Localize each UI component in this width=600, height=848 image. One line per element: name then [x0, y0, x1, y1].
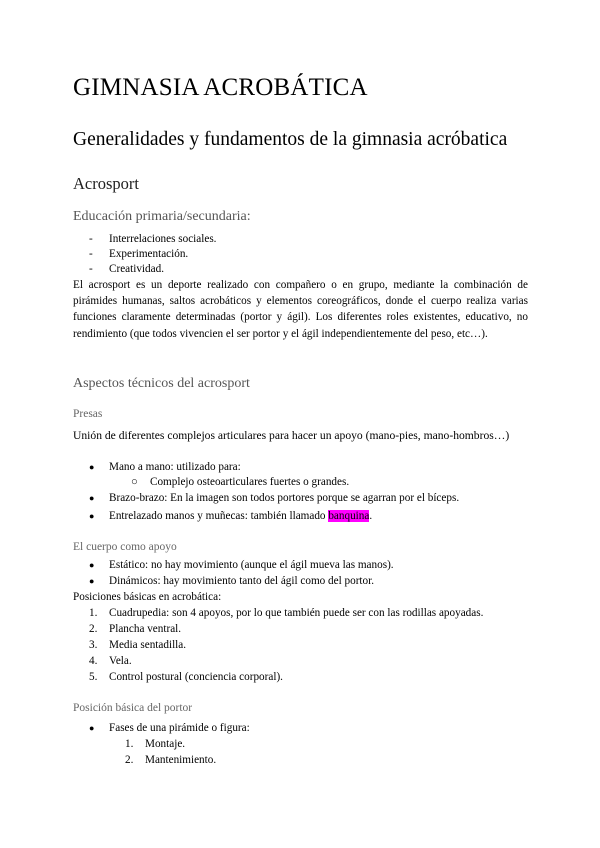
entrelazado-text: Entrelazado manos y muñecas: también llamado	[109, 510, 329, 522]
list-item: Mano a mano: utilizado para:	[109, 461, 241, 473]
dash-marker: -	[89, 263, 93, 275]
bullet-marker: ●	[89, 493, 95, 503]
list-item: Creatividad.	[109, 263, 164, 275]
highlighted-term: banquina	[328, 510, 370, 522]
bullet-marker: ●	[89, 511, 95, 521]
list-item: Complejo osteoarticulares fuertes o grandes.	[150, 476, 350, 488]
page-title: GIMNASIA ACROBÁTICA	[73, 74, 368, 101]
dash-marker: -	[89, 248, 93, 260]
number-marker: 1.	[89, 607, 98, 619]
list-item: Plancha ventral.	[109, 623, 182, 635]
number-marker: 3.	[89, 639, 98, 651]
number-marker: 2.	[125, 754, 134, 766]
list-item: Interrelaciones sociales.	[109, 233, 217, 245]
heading-portor: Posición básica del portor	[73, 702, 193, 714]
list-item: Vela.	[109, 655, 132, 667]
list-item: Fases de una pirámide o figura:	[109, 722, 250, 734]
bullet-marker: ●	[89, 576, 95, 586]
intro-paragraph: El acrosport es un deporte realizado con compañero o en grupo, mediante la combinación de pirámides humanas, saltos acrobáticos y elementos coreográficos, donde el cuerpo realiza varias funciones claramente determinadas (portor y ágil). Los diferentes roles existentes, educativo, no rendimiento (que todos vivencien el ser portor y el ágil independientemente del peso, etc…).	[73, 279, 528, 340]
list-item: Dinámicos: hay movimiento tanto del ágil como del portor.	[109, 575, 375, 587]
list-item: Montaje.	[145, 738, 186, 750]
heading-presas: Presas	[73, 408, 103, 420]
bullet-marker: ●	[89, 723, 95, 733]
circle-marker: ○	[131, 476, 138, 488]
list-item: Mantenimiento.	[145, 754, 217, 766]
list-item: Experimentación.	[109, 248, 189, 260]
list-item: Estático: no hay movimiento (aunque el ágil mueva las manos).	[109, 559, 394, 571]
list-item: Control postural (conciencia corporal).	[109, 671, 283, 683]
document-subtitle: Generalidades y fundamentos de la gimnasia acróbatica	[73, 129, 508, 150]
list-item	[109, 509, 372, 525]
heading-educacion: Educación primaria/secundaria:	[73, 209, 251, 224]
list-item: Media sentadilla.	[109, 639, 187, 651]
bullet-marker: ●	[89, 462, 95, 472]
heading-cuerpo: El cuerpo como apoyo	[73, 541, 177, 553]
list-item: Brazo-brazo: En la imagen son todos portores porque se agarran por el bíceps.	[109, 492, 460, 504]
number-marker: 2.	[89, 623, 98, 635]
section-heading-acrosport: Acrosport	[73, 174, 139, 193]
posiciones-label: Posiciones básicas en acrobática:	[73, 591, 222, 603]
heading-aspectos: Aspectos técnicos del acrosport	[73, 376, 250, 391]
list-item: Cuadrupedia: son 4 apoyos, por lo que también puede ser con las rodillas apoyadas.	[109, 607, 484, 619]
entrelazado-suffix: .	[369, 510, 373, 522]
dash-marker: -	[89, 233, 93, 245]
number-marker: 5.	[89, 671, 98, 683]
presas-paragraph: Unión de diferentes complejos articulares para hacer un apoyo (mano-pies, mano-hombros…)	[73, 429, 510, 442]
number-marker: 1.	[125, 738, 134, 750]
number-marker: 4.	[89, 655, 98, 667]
bullet-marker: ●	[89, 560, 95, 570]
